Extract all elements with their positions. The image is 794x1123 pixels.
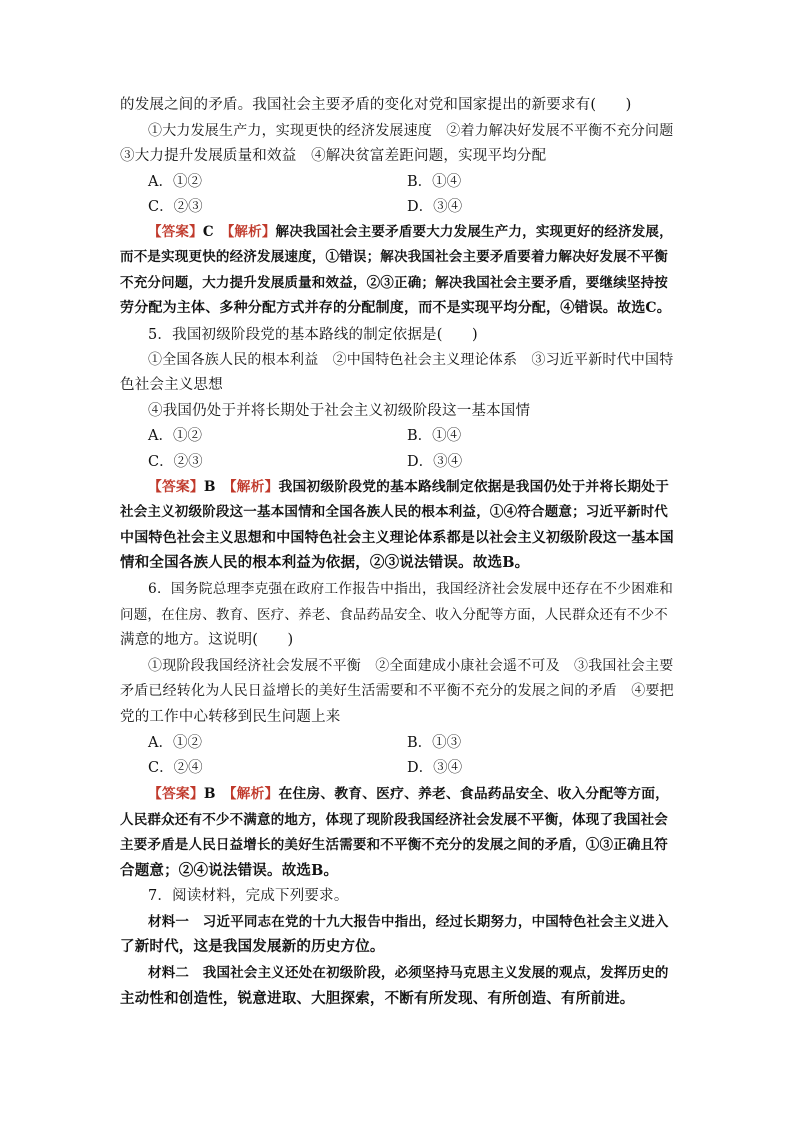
q5-analysis-line3: 中国特色社会主义思想和中国特色社会主义理论体系都是以社会主义初级阶段这一基本国	[120, 530, 674, 546]
q5-option-d: D．③④	[407, 454, 463, 470]
q7-material2-line2: 主动性和创造性，锐意进取、大胆探索，不断有所发现、有所创造、有所前进。	[120, 990, 635, 1007]
q4-stem: 的发展之间的矛盾。我国社会主要矛盾的变化对党和国家提出的新要求有( )	[120, 97, 632, 113]
q5-option-b: B．①④	[407, 428, 462, 444]
answer-value: C	[202, 224, 214, 240]
q4-analysis-line4: 劳分配为主体、多种分配方式并存的分配制度，而不是实现平均分配，④错误。故选C。	[120, 300, 671, 316]
q5-answer-line	[148, 477, 669, 497]
q6-option-b: B．①③	[407, 735, 462, 751]
q5-items-line1: ①全国各族人民的根本利益 ②中国特色社会主义理论体系 ③习近平新时代中国特	[148, 352, 674, 368]
q6-stem-line2: 问题，在住房、教育、医疗、养老、食品药品安全、收入分配等方面，人民群众还有不少不	[120, 607, 668, 623]
q6-answer-line	[148, 784, 669, 804]
q6-analysis-line2: 人民群众还有不少不满意的地方，体现了现阶段我国经济社会发展不平衡，体现了我国社会	[120, 812, 668, 828]
answer-label: 【答案】	[148, 786, 204, 802]
q6-items-line2: 矛盾已经转化为人民日益增长的美好生活需要和不平衡不充分的发展之间的矛盾 ④要把	[120, 683, 674, 699]
q4-analysis-line2: 而不是实现更快的经济发展速度，①错误；解决我国社会主要矛盾要着力解决好发展不平衡	[120, 249, 668, 265]
q4-option-c: C．②③	[148, 199, 203, 215]
q6-option-c: C．②④	[148, 760, 203, 776]
analysis-label: 【解析】	[229, 479, 279, 495]
q6-items-line3: 党的工作中心转移到民生问题上来	[120, 709, 341, 725]
answer-label: 【答案】	[148, 224, 203, 240]
q4-items-line1: ①大力发展生产力，实现更快的经济发展速度 ②着力解决好发展不平衡不充分问题	[148, 123, 674, 139]
q4-option-b: B．①④	[407, 174, 462, 190]
q6-stem-line3: 满意的地方。这说明( )	[120, 632, 294, 648]
q7-material1-line1: 材料一 习近平同志在党的十九大报告中指出，经过长期努力，中国特色社会主义进入	[148, 914, 669, 930]
analysis-text: 解决我国社会主要矛盾要大力发展生产力，实现更好的经济发展，	[275, 224, 673, 240]
q5-analysis-line2: 社会主义初级阶段这一基本国情和全国各族人民的根本利益，①④符合题意；习近平新时代	[120, 504, 668, 520]
q6-option-a: A．①②	[148, 735, 202, 751]
q7-stem: 7．阅读材料，完成下列要求。	[148, 888, 349, 904]
answer-value: B	[203, 786, 216, 802]
q5-option-a: A．①②	[148, 428, 202, 444]
q6-items-line1: ①现阶段我国经济社会发展不平衡 ②全面建成小康社会遥不可及 ③我国社会主要	[148, 658, 674, 674]
q4-option-d: D．③④	[407, 199, 463, 215]
analysis-text: 在住房、教育、医疗、养老、食品药品安全、收入分配等方面，	[278, 786, 670, 802]
analysis-label: 【解析】	[227, 224, 276, 240]
q6-analysis-line4: 合题意；②④说法错误。故选B。	[120, 862, 339, 879]
q4-option-a: A．①②	[148, 174, 202, 190]
q6-stem-line1: 6．国务院总理李克强在政府工作报告中指出，我国经济社会发展中还存在不少困难和	[148, 581, 674, 597]
q4-answer-line	[148, 222, 673, 242]
q5-option-c: C．②③	[148, 454, 203, 470]
q5-items-line2: 色社会主义思想	[120, 377, 223, 393]
analysis-text: 我国初级阶段党的基本路线制定依据是我国仍处于并将长期处于	[278, 479, 670, 495]
answer-label: 【答案】	[148, 479, 204, 495]
q7-material1-line2: 了新时代，这是我国发展新的历史方位。	[120, 938, 385, 955]
q4-analysis-line3: 不充分问题，大力提升发展质量和效益，②③正确；解决我国社会主要矛盾，要继续坚持按	[120, 275, 668, 291]
q5-items-line3: ④我国仍处于并将长期处于社会主义初级阶段这一基本国情	[148, 403, 531, 419]
analysis-label: 【解析】	[229, 786, 279, 802]
q6-option-d: D．③④	[407, 760, 463, 776]
q6-analysis-line3: 主要矛盾是人民日益增长的美好生活需要和不平衡不充分的发展之间的矛盾，①③正确且符	[120, 837, 668, 853]
q5-stem: 5．我国初级阶段党的基本路线的制定依据是( )	[148, 327, 478, 343]
q7-material2-line1: 材料二 我国社会主义还处在初级阶段，必须坚持马克思主义发展的观点，发挥历史的	[148, 965, 669, 981]
q4-items-line2: ③大力提升发展质量和效益 ④解决贫富差距问题，实现平均分配	[120, 148, 547, 164]
answer-value: B	[203, 479, 216, 495]
q5-analysis-line4: 情和全国各族人民的根本利益为依据，②③说法错误。故选B。	[120, 554, 530, 571]
